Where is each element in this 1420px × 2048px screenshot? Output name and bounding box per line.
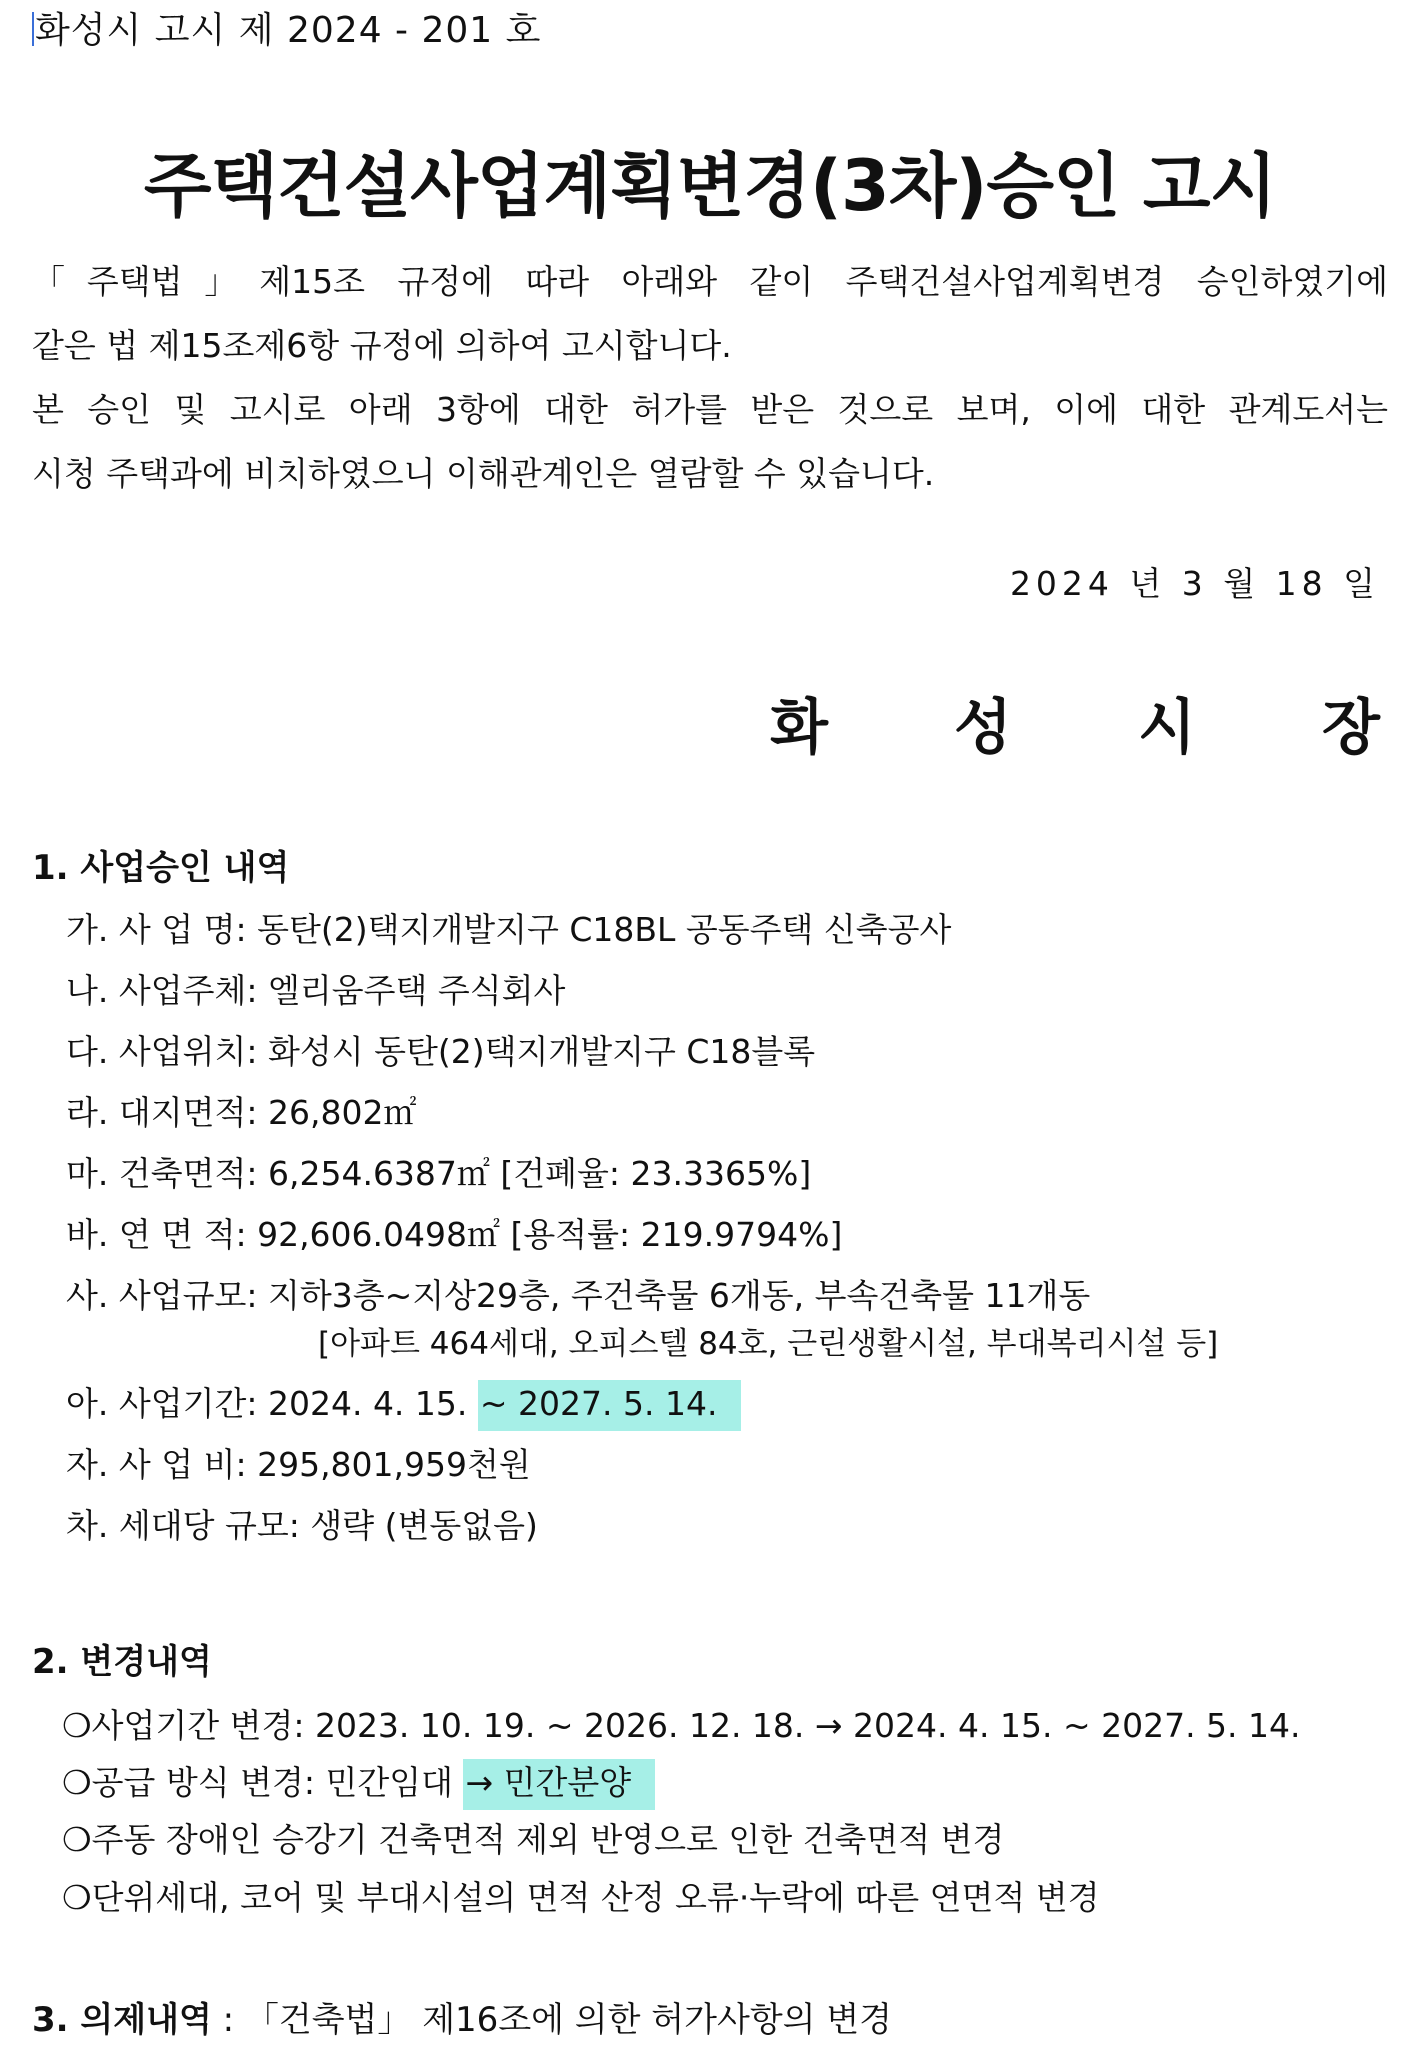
intro-paragraph: [32, 250, 1388, 506]
intro-line-4: 시청 주택과에 비치하였으니 이해관계인은 열람할 수 있습니다.: [32, 454, 935, 493]
list-item: 가. 사 업 명: 동탄(2)택지개발지구 C18BL 공동주택 신축공사: [66, 910, 952, 949]
issuer-char: 시: [1138, 693, 1196, 763]
change-item: ❍사업기간 변경: 2023. 10. 19. ~ 2026. 12. 18. → 2024. 4. 15. ~ 2027. 5. 14.: [62, 1706, 1301, 1745]
list-item: 다. 사업위치: 화성시 동탄(2)택지개발지구 C18블록: [66, 1032, 816, 1071]
supply-change-label: ❍공급 방식 변경: 민간임대: [62, 1763, 464, 1802]
list-item: 마. 건축면적: 6,254.6387㎡ [건폐율: 23.3365%]: [66, 1154, 812, 1193]
highlighted-period-end: ~ 2027. 5. 14.: [478, 1380, 742, 1431]
section-3-title: 3. 의제내역: [32, 2000, 212, 2040]
list-item: 자. 사 업 비: 295,801,959천원: [66, 1445, 531, 1484]
intro-line-2: 같은 법 제15조제6항 규정에 의하여 고시합니다.: [32, 326, 732, 365]
change-item: ❍단위세대, 코어 및 부대시설의 면적 산정 오류·누락에 따른 연면적 변경: [62, 1878, 1100, 1917]
list-item-period: [66, 1378, 741, 1425]
intro-line-3: 본 승인 및 고시로 아래 3항에 대한 허가를 받은 것으로 보며, 이에 대한 관계도서는: [32, 390, 1388, 429]
scale-detail: [아파트 464세대, 오피스텔 84호, 근린생활시설, 부대복리시설 등]: [318, 1326, 1219, 1362]
section-3-heading: [32, 1992, 892, 2041]
intro-line-1: 「주택법」제15조 규정에 따라 아래와 같이 주택건설사업계획변경 승인하였기에: [32, 262, 1388, 301]
list-item: 나. 사업주체: 엘리움주택 주식회사: [66, 971, 566, 1010]
section-3-text: : 「건축법」 제16조에 의한 허가사항의 변경: [211, 2000, 893, 2040]
list-item: 라. 대지면적: 26,802㎡: [66, 1093, 417, 1132]
issuer-char: 장: [1322, 693, 1380, 763]
issuer-char: 성: [954, 693, 1012, 763]
highlighted-supply-type: → 민간분양: [463, 1759, 655, 1810]
text-cursor: [32, 12, 34, 46]
list-item: 사. 사업규모: 지하3층~지상29층, 주건축물 6개동, 부속건축물 11개동: [66, 1276, 1091, 1315]
list-item: 바. 연 면 적: 92,606.0498㎡ [용적률: 219.9794%]: [66, 1215, 843, 1254]
issuer-signature: [770, 680, 1380, 766]
notice-date: 2024 년 3 월 18 일: [1009, 564, 1380, 603]
section-2-heading: 2. 변경내역: [32, 1642, 212, 1682]
section-1-heading: 1. 사업승인 내역: [32, 848, 290, 888]
issuer-char: 화: [770, 693, 828, 763]
page-title: 주택건설사업계획변경(3차)승인 고시: [143, 145, 1277, 227]
notice-number-text: 화성시 고시 제 2024 - 201 호: [35, 10, 542, 51]
period-label: 아. 사업기간: 2024. 4. 15.: [66, 1384, 478, 1423]
change-item-supply: [62, 1757, 655, 1804]
list-item: 차. 세대당 규모: 생략 (변동없음): [66, 1506, 538, 1545]
notice-number: [32, 2, 541, 53]
change-item: ❍주동 장애인 승강기 건축면적 제외 반영으로 인한 건축면적 변경: [62, 1820, 1005, 1859]
